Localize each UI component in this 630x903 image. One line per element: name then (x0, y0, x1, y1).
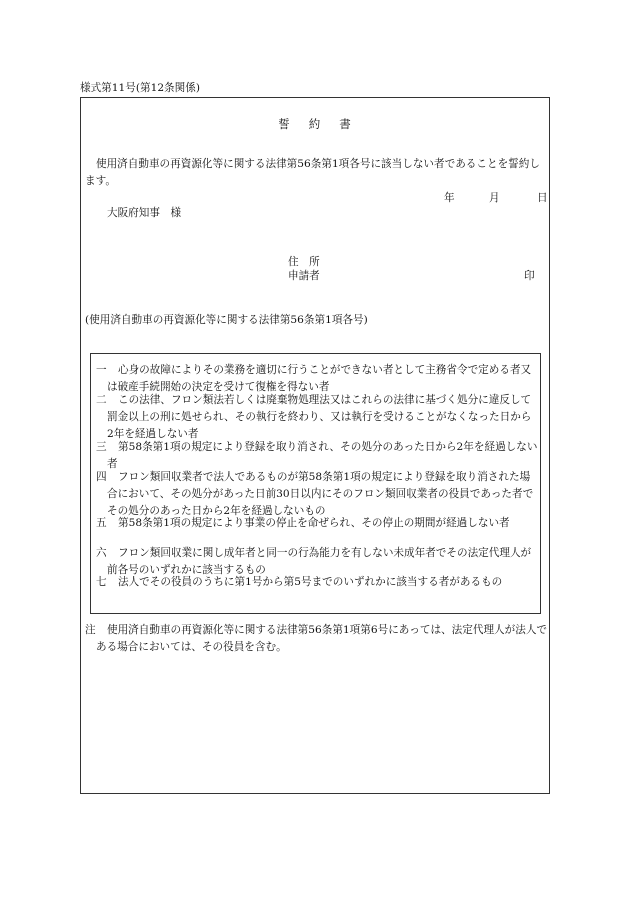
item-text: 第58条第1項の規定により事業の停止を命ぜられ、その停止の期間が経過しない者 (118, 517, 510, 529)
date-year-label: 年 (444, 192, 455, 204)
list-item (96, 515, 538, 532)
applicant-label: 申請者 (288, 270, 320, 282)
list-item (96, 439, 538, 473)
title-char-1: 誓 (278, 117, 291, 131)
item-text: この法律、フロン類法若しくは廃棄物処理法又はこれらの法律に基づく処分に違反して罰金以上の刑に処せられ、その執行を終わり、又は執行を受けることがなくなった日から2年を経過しない者 (107, 394, 532, 440)
document-title (0, 116, 630, 132)
title-char-2: 約 (308, 117, 322, 131)
title-char-3: 書 (339, 117, 352, 131)
seal-mark-label: 印 (524, 270, 535, 282)
item-number: 五 (96, 517, 107, 529)
item-number: 三 (96, 441, 107, 453)
item-number: 一 (96, 364, 107, 376)
item-text: フロン類回収業に関し成年者と同一の行為能力を有しない未成年者でその法定代理人が前各号のいずれかに該当するもの (107, 547, 532, 576)
address-label: 住 所 (288, 256, 320, 268)
date-day-label: 日 (537, 192, 548, 204)
item-number: 四 (96, 471, 107, 483)
item-text: フロン類回収業者で法人であるものが第58条第1項の規定により登録を取り消された場合において、その処分があった日前30日以内にそのフロン類回収業者の役員であった者でその処分のあった日から2年を経過しないもの (107, 471, 534, 517)
footnote (85, 622, 550, 656)
note-text: 使用済自動車の再資源化等に関する法律第56条第1項第6号にあっては、法定代理人が法人である場合においては、その役員を含む。 (96, 624, 548, 653)
form-number-label: 様式第11号(第12条関係) (80, 82, 200, 94)
addressee: 大阪府知事 様 (107, 207, 182, 219)
list-item (96, 469, 538, 520)
note-marker: 注 (85, 624, 96, 636)
list-item (96, 362, 538, 396)
list-item (96, 574, 538, 591)
pledge-statement: 使用済自動車の再資源化等に関する法律第56条第1項各号に該当しない者であることを誓約します。 (85, 158, 540, 187)
list-item (96, 392, 538, 443)
clause-reference-title: (使用済自動車の再資源化等に関する法律第56条第1項各号) (85, 314, 368, 326)
item-text: 心身の故障によりその業務を適切に行うことができない者として主務省令で定める者又は破産手続開始の決定を受けて復権を得ない者 (107, 364, 532, 393)
item-text: 法人でその役員のうちに第1号から第5号までのいずれかに該当する者があるもの (118, 576, 503, 588)
item-number: 六 (96, 547, 107, 559)
date-month-label: 月 (489, 192, 500, 204)
item-text: 第58条第1項の規定により登録を取り消され、その処分のあった日から2年を経過しない者 (107, 441, 538, 470)
item-number: 七 (96, 576, 107, 588)
item-number: 二 (96, 394, 107, 406)
